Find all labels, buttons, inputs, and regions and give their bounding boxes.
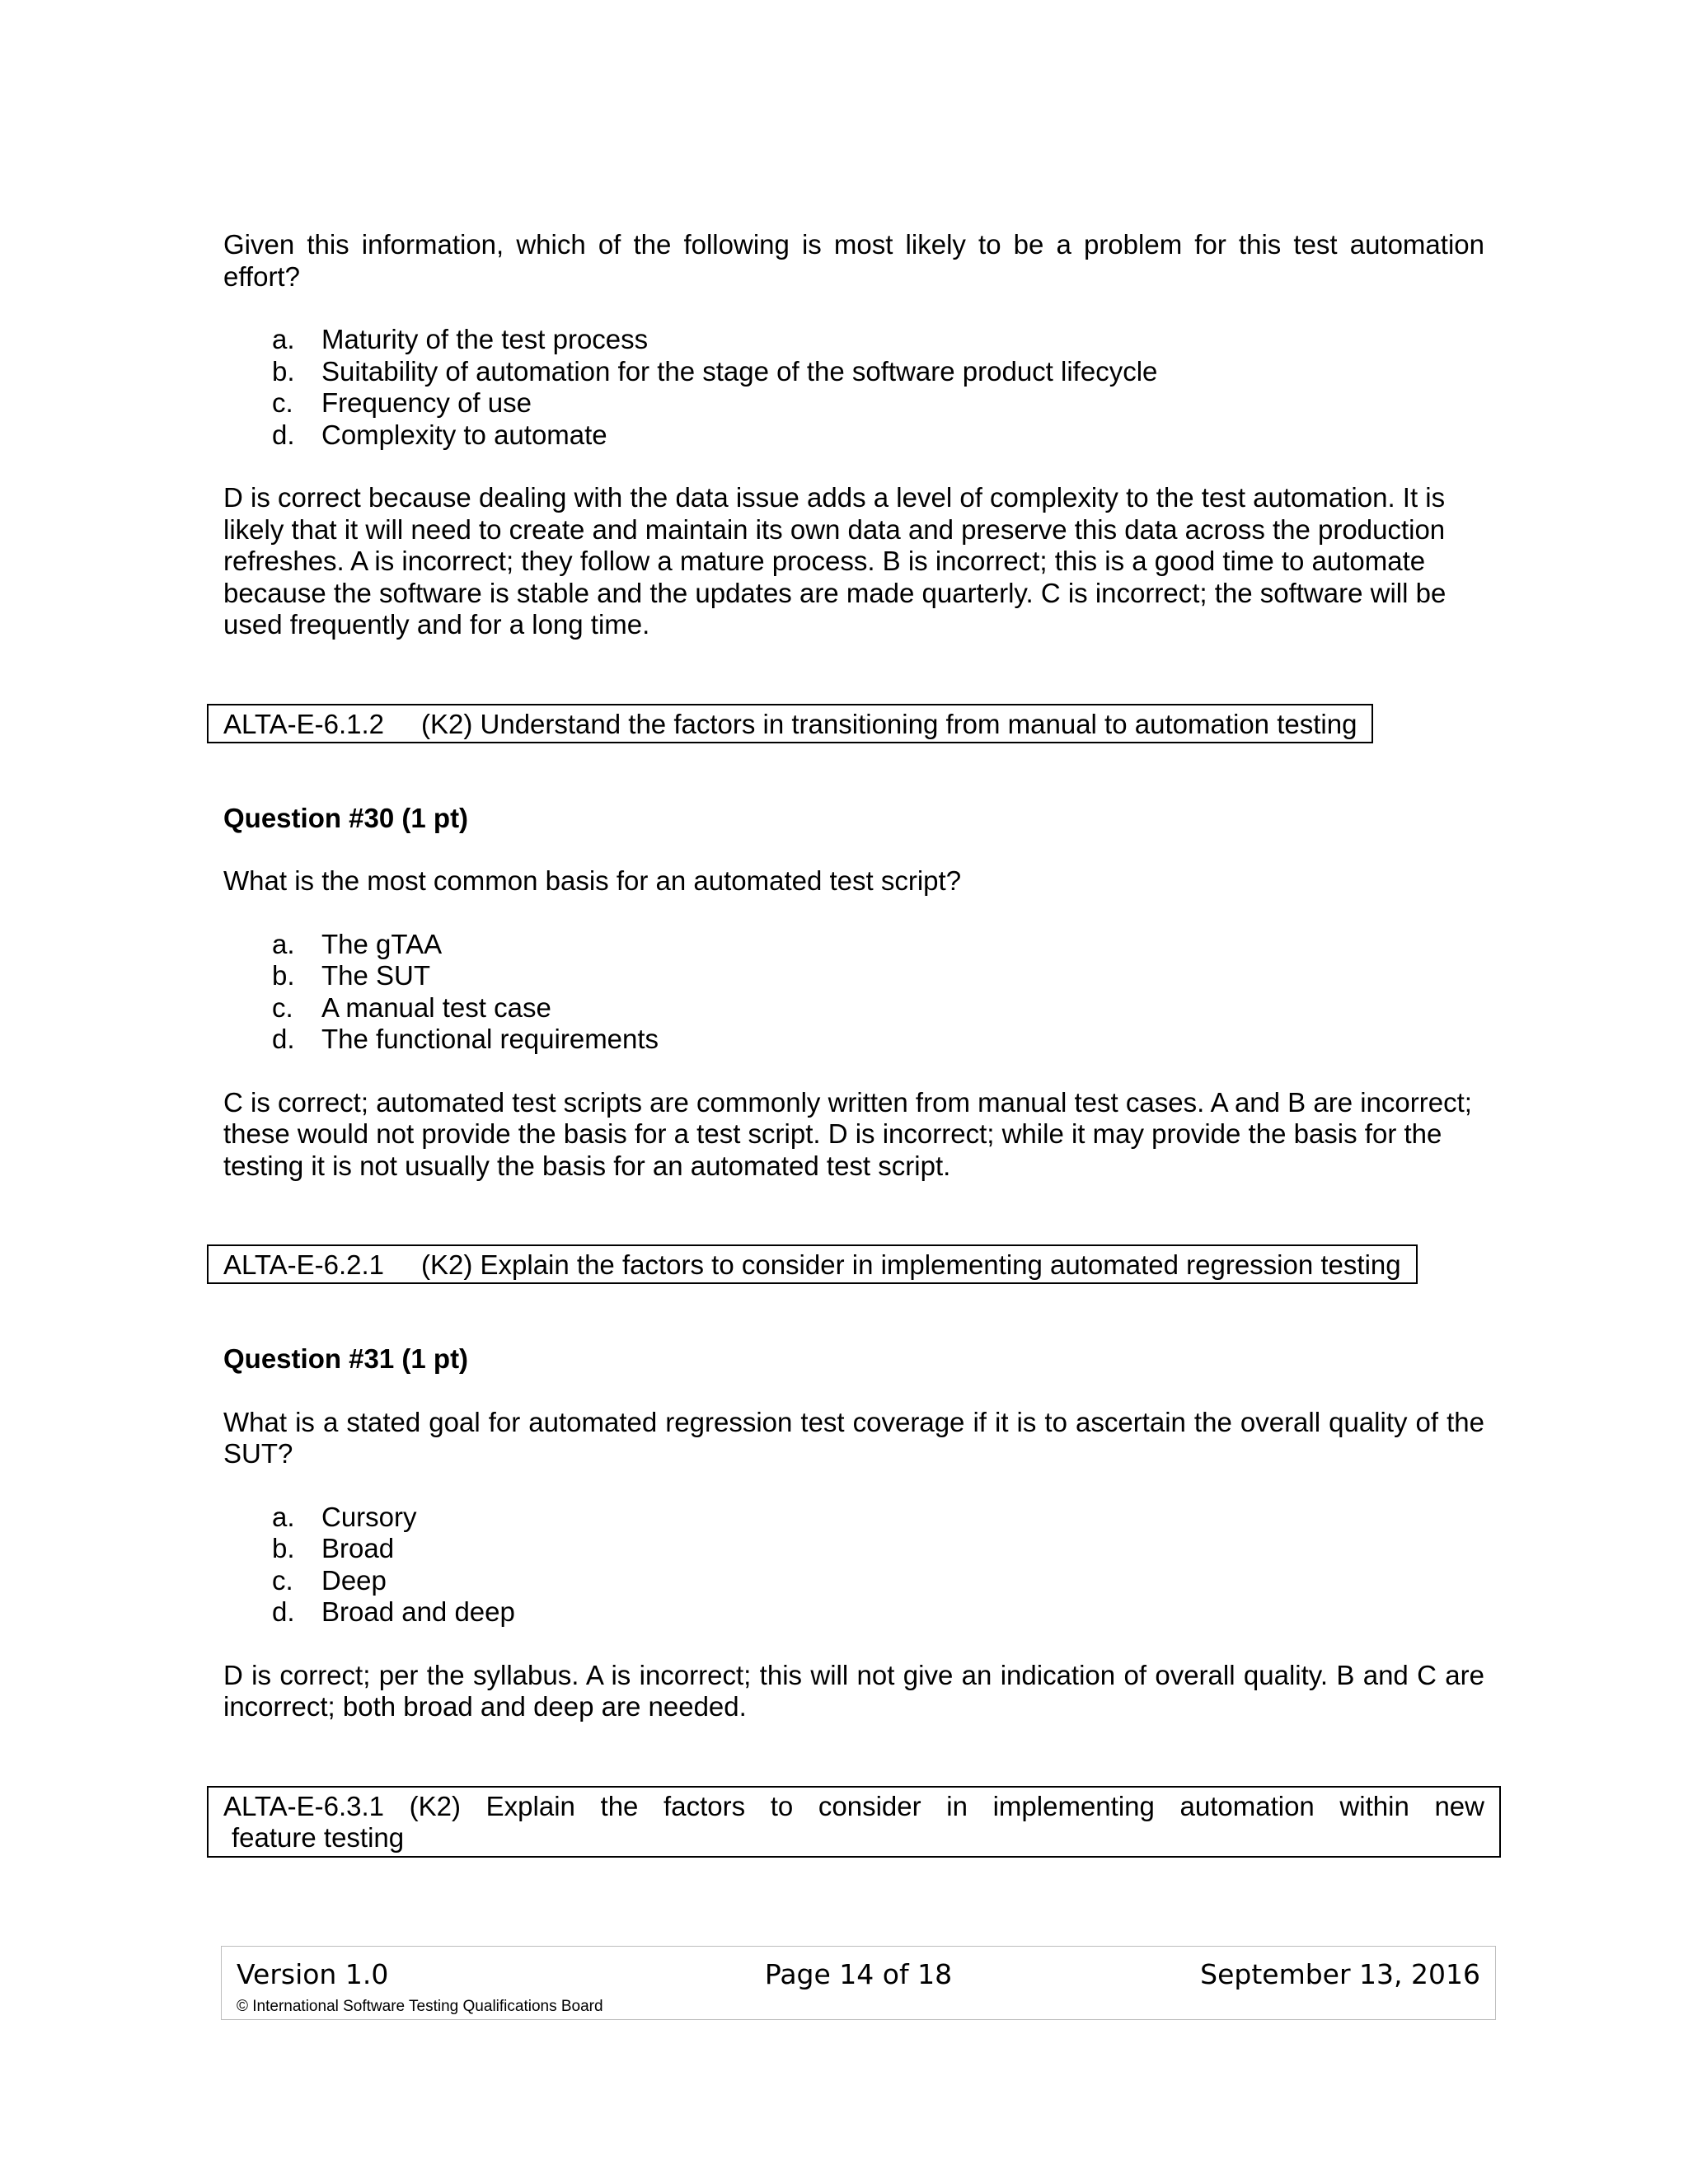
option-text: The gTAA xyxy=(321,928,443,959)
option-item xyxy=(223,1502,1484,1534)
option-text: Broad xyxy=(321,1533,395,1563)
option-text: Broad and deep xyxy=(321,1596,515,1627)
option-item xyxy=(223,387,1484,419)
objective-code: ALTA-E-6.2.1 xyxy=(223,1249,385,1280)
question-text: Given this information, which of the following is most likely to be a problem for this test automation effort? xyxy=(223,229,1484,292)
objective-text: (K2) Explain the factors to consider in implementing automated regression testing xyxy=(421,1249,1401,1280)
answer-explanation: D is correct; per the syllabus. A is incorrect; this will not give an indication of overall quality. B and C are incorrect; both broad and deep are needed. xyxy=(223,1659,1484,1722)
learning-objective-box xyxy=(207,704,1373,743)
option-item xyxy=(223,1024,1484,1056)
question-text: What is a stated goal for automated regression test coverage if it is to ascertain the overall quality of the SUT? xyxy=(223,1406,1484,1469)
option-text: Complexity to automate xyxy=(321,419,607,450)
option-text: Maturity of the test process xyxy=(321,324,649,354)
option-letter: a. xyxy=(272,928,295,959)
option-item xyxy=(223,1565,1484,1597)
page-footer xyxy=(221,1946,1496,2020)
option-letter: b. xyxy=(272,960,295,991)
footer-page-number: Page 14 of 18 xyxy=(764,1958,953,1990)
learning-objective-box xyxy=(207,1244,1418,1284)
option-text: The functional requirements xyxy=(321,1024,659,1054)
option-item xyxy=(223,1596,1484,1629)
option-item xyxy=(223,992,1484,1024)
option-item xyxy=(223,1533,1484,1565)
option-letter: d. xyxy=(272,419,295,450)
option-text: Frequency of use xyxy=(321,387,532,418)
answer-explanation: C is correct; automated test scripts are commonly written from manual test cases. A and B are incorrect; these would not provide the basis for a test script. D is incorrect; while it may provide the basis for the testing it is not usually the basis for an automated test script. xyxy=(223,1086,1472,1181)
option-letter: b. xyxy=(272,1533,295,1563)
option-text: A manual test case xyxy=(321,991,551,1023)
answer-options xyxy=(223,929,1484,1056)
option-item xyxy=(223,929,1484,961)
option-letter: c. xyxy=(272,991,293,1023)
option-letter: d. xyxy=(272,1024,295,1054)
objective-text: (K2) Understand the factors in transitioning from manual to automation testing xyxy=(421,708,1357,739)
objective-text-continued: feature testing xyxy=(232,1822,405,1853)
question-heading: Question #31 (1 pt) xyxy=(223,1343,469,1374)
answer-options xyxy=(223,1502,1484,1629)
answer-explanation: D is correct because dealing with the data issue adds a level of complexity to the test automation. It is likely that it will need to create and maintain its own data and preserve this data across the production refreshes. A is incorrect; they follow a mature process. B is incorrect; this is a good time to automate because the software is stable and the updates are made quarterly. C is incorrect; the software will be used frequently and for a long time. xyxy=(223,482,1447,640)
answer-options xyxy=(223,324,1484,451)
footer-copyright: © International Software Testing Qualifications Board xyxy=(237,1998,603,2015)
question-heading: Question #30 (1 pt) xyxy=(223,802,469,833)
option-text: Deep xyxy=(321,1564,387,1596)
option-text: Cursory xyxy=(321,1501,417,1532)
page-content xyxy=(223,229,1484,1858)
option-item xyxy=(223,324,1484,356)
footer-version: Version 1.0 xyxy=(237,1958,389,1990)
option-item xyxy=(223,356,1484,388)
option-text: The SUT xyxy=(321,960,431,991)
option-item xyxy=(223,419,1484,452)
question-text: What is the most common basis for an automated test script? xyxy=(223,865,962,896)
objective-code: ALTA-E-6.1.2 xyxy=(223,708,385,739)
option-letter: a. xyxy=(272,324,295,354)
option-letter: c. xyxy=(272,1564,293,1596)
option-letter: d. xyxy=(272,1596,295,1627)
learning-objective-box xyxy=(207,1786,1501,1858)
option-item xyxy=(223,960,1484,992)
option-text: Suitability of automation for the stage of the software product lifecycle xyxy=(321,355,1158,387)
option-letter: c. xyxy=(272,387,293,418)
option-letter: b. xyxy=(272,355,295,387)
footer-date: September 13, 2016 xyxy=(1200,1958,1480,1990)
option-letter: a. xyxy=(272,1501,295,1532)
objective-text: ALTA-E-6.3.1 (K2) Explain the factors to consider in implementing automation within new xyxy=(223,1790,1484,1821)
